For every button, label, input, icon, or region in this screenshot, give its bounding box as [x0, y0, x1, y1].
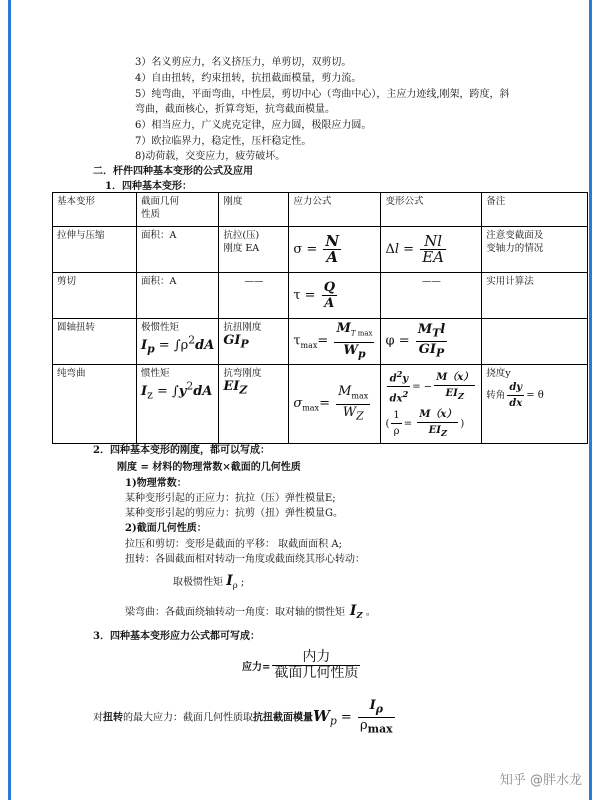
- text-line: 拉压和剪切：变形是截面的平移： 取截面面积 A;: [125, 539, 342, 550]
- list-item: 8)动荷载，交变应力，疲劳破坏。: [135, 151, 286, 162]
- stress-formula: σ = $\frac{N}{A}$: [289, 227, 381, 273]
- table-cell: 挠度y 转角 $\frac{dy}{dx}$ = θ: [482, 365, 588, 444]
- list-item: 4）自由扭转，约束扭转，抗扭截面模量，剪力流。: [135, 73, 362, 84]
- section-heading: 二．杆件四种基本变形的公式及应用: [93, 166, 253, 177]
- stress-formula: $\sigma_{max}=$ $\frac{M_{max}}{W_Z}$: [289, 365, 381, 444]
- header-cell: 基本变形: [53, 193, 137, 227]
- text-line: 取极惯性矩 $I_\rho$ ;: [173, 573, 245, 590]
- table-cell: 实用计算法: [482, 273, 588, 319]
- table-cell: [482, 319, 588, 365]
- table-cell: 注意变截面及 变轴力的情况: [482, 227, 588, 273]
- list-item: 5）纯弯曲，平面弯曲，中性层，剪切中心（弯曲中心），主应力迹线,刚架，跨度，斜: [135, 89, 510, 100]
- list-item: 7）欧拉临界力，稳定性，压杆稳定性。: [135, 136, 312, 147]
- table-cell: ——: [381, 273, 482, 319]
- table-cell: 极惯性矩 $I_p = \int\rho^2dA$: [137, 319, 219, 365]
- stress-formula: $\tau_{max}=$ $\frac{M_{T max}}{W_p}$: [289, 319, 381, 365]
- header-cell: 截面几何 性质: [137, 193, 219, 227]
- paragraph-heading: 3．四种基本变形应力公式都可写成：: [93, 631, 260, 642]
- list-item: 弯曲，截面核心，折算弯矩，抗弯截面模量。: [135, 104, 335, 115]
- header-cell: 变形公式: [381, 193, 482, 227]
- deform-formula: Δl = $\frac{Nl}{EA}$: [381, 227, 482, 273]
- table-cell: 拉伸与压缩: [53, 227, 137, 273]
- stress-general-formula: 应力= $\frac{\text{内力}}{\text{截面几何性质}}$: [242, 649, 359, 681]
- table-cell: ——: [219, 273, 289, 319]
- text-line: 某种变形引起的正应力：抗拉（压）弹性模量E;: [125, 493, 336, 504]
- subheading: 2)截面几何性质：: [125, 523, 207, 534]
- table-cell: 面积：A: [137, 227, 219, 273]
- paragraph-heading: 2．四种基本变形的刚度，都可以写成：: [93, 445, 270, 456]
- table-cell: 剪切: [53, 273, 137, 319]
- table-row: [53, 227, 588, 273]
- table-row: [53, 319, 588, 365]
- text-line: 梁弯曲：各截面绕轴转动一角度：取对轴的惯性矩 $I_Z$ 。: [125, 603, 376, 620]
- text-line: 对扭转的最大应力：截面几何性质取抗扭截面模量$W_p$ = $\frac{I_\rho}{\rho_{max}}$: [93, 698, 393, 736]
- table-row: [53, 273, 588, 319]
- table-cell: 惯性矩 $I_z = \int y^2dA$: [137, 365, 219, 444]
- subsection-heading: 1．四种基本变形：: [105, 181, 192, 192]
- watermark: 知乎 @胖水龙: [499, 773, 582, 788]
- table-row: [53, 365, 588, 444]
- header-cell: 应力公式: [289, 193, 381, 227]
- table-cell: 抗扭刚度 $GI_P$: [219, 319, 289, 365]
- table-cell: 面积：A: [137, 273, 219, 319]
- header-cell: 刚度: [219, 193, 289, 227]
- table-cell: 抗弯刚度 $EI_Z$: [219, 365, 289, 444]
- text-line: 某种变形引起的剪应力：抗剪（扭）弹性模量G。: [125, 508, 343, 519]
- deform-formula: φ = $\frac{M_Tl}{GI_P}$: [381, 319, 482, 365]
- text-line: 扭转：各圆截面相对转动一角度或截面绕其形心转动：: [125, 554, 365, 565]
- header-cell: 备注: [482, 193, 588, 227]
- subheading: 1)物理常数：: [125, 478, 187, 489]
- table-cell: 纯弯曲: [53, 365, 137, 444]
- table-header-row: [53, 193, 588, 227]
- deform-formula: $\frac{d^2y}{dx^2}$ = − $\frac{M(x)}{EI_Z}$ ( $\frac{1}{\rho}$ = $\frac{M(x)}{EI_Z}$ ): [381, 365, 482, 444]
- table-cell: 抗拉(压) 刚度 EA: [219, 227, 289, 273]
- list-item: 6）相当应力，广义虎克定律，应力圆，极限应力圆。: [135, 120, 372, 131]
- list-item: 3）名义剪应力，名义挤压力，单剪切，双剪切。: [135, 57, 352, 68]
- stiffness-formula: 刚度 = 材料的物理常数×截面的几何性质: [117, 462, 301, 473]
- formula-table: [52, 192, 588, 444]
- table-cell: 圆轴扭转: [53, 319, 137, 365]
- stress-formula: τ = $\frac{Q}{A}$: [289, 273, 381, 319]
